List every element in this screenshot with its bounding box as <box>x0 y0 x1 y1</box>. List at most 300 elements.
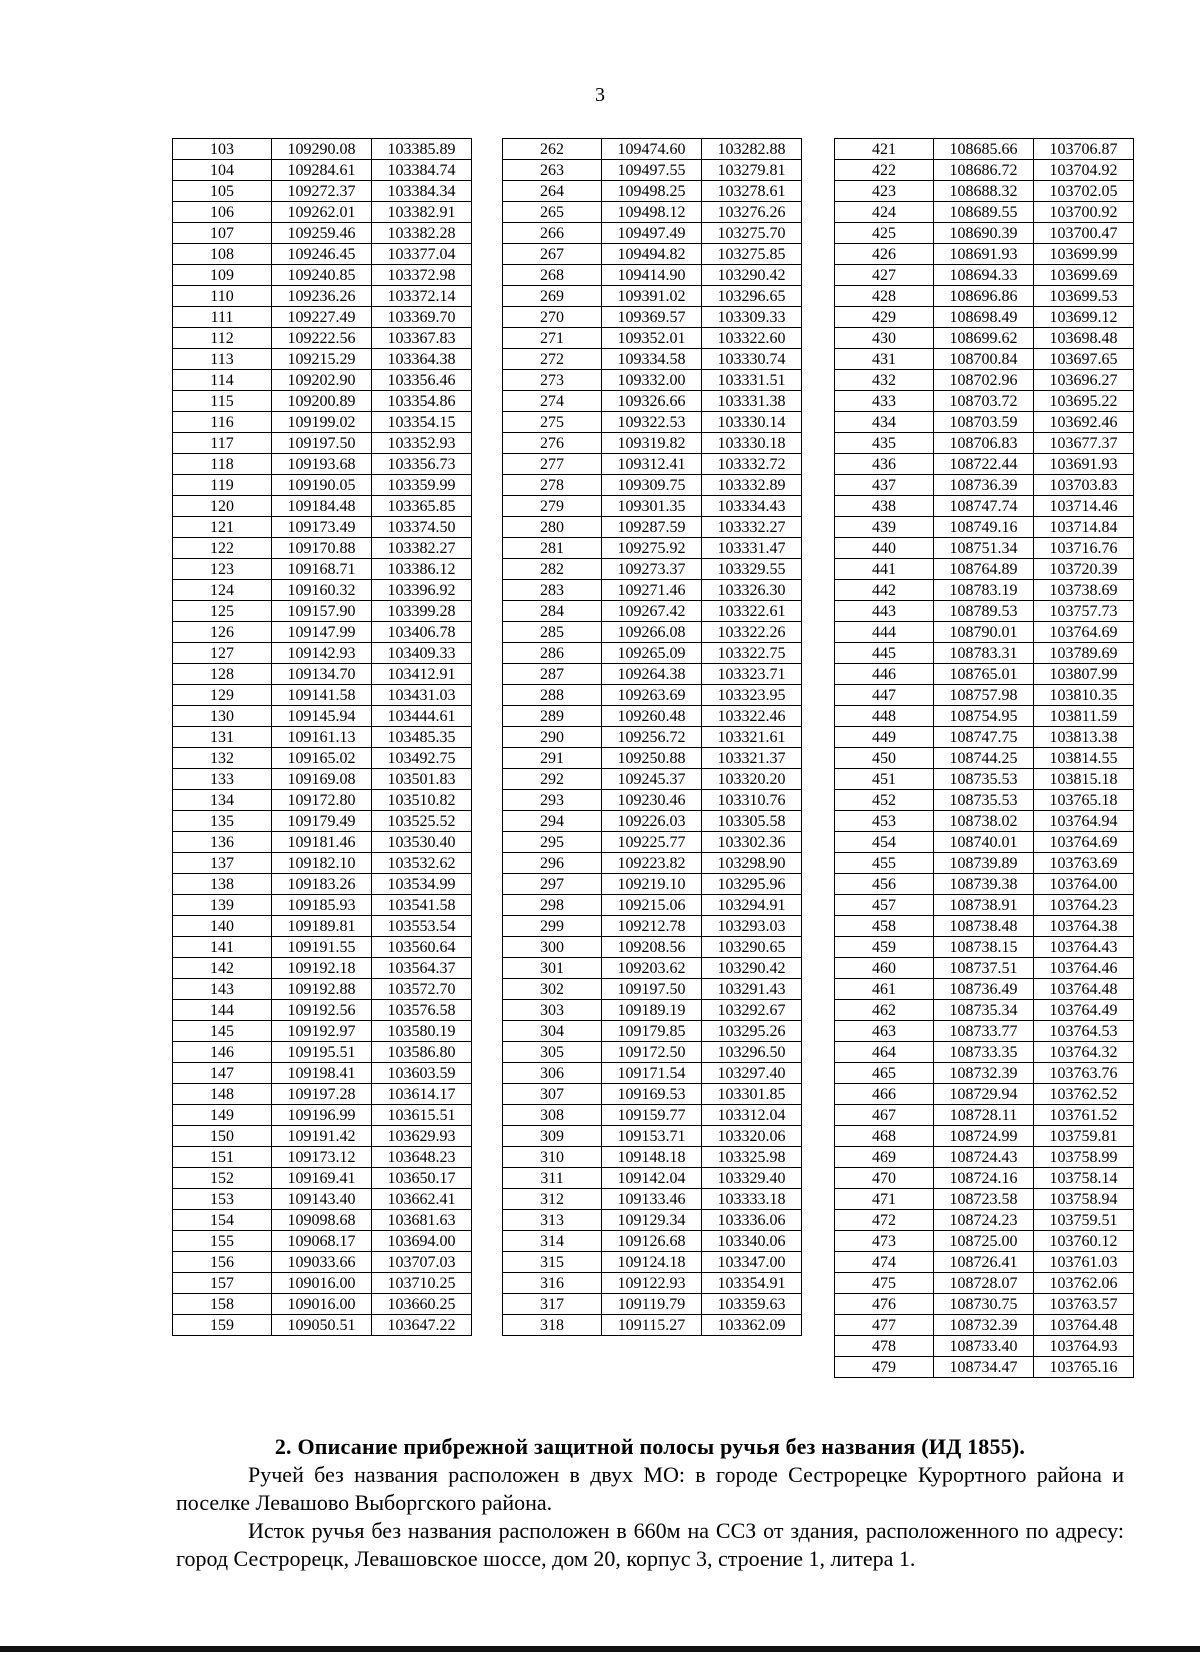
coordinate-y: 103382.28 <box>372 223 472 244</box>
point-number: 152 <box>173 1168 272 1189</box>
table-row <box>173 643 472 664</box>
coordinate-x: 109225.77 <box>602 832 702 853</box>
coordinate-x: 108725.00 <box>934 1231 1034 1252</box>
coordinate-x: 109016.00 <box>272 1294 372 1315</box>
coordinate-y: 103296.50 <box>702 1042 802 1063</box>
point-number: 295 <box>503 832 602 853</box>
coordinate-x: 109497.49 <box>602 223 702 244</box>
point-number: 478 <box>835 1336 934 1357</box>
coordinate-x: 108729.94 <box>934 1084 1034 1105</box>
coordinate-y: 103560.64 <box>372 937 472 958</box>
coordinate-x: 108735.53 <box>934 769 1034 790</box>
coordinate-x: 108749.16 <box>934 517 1034 538</box>
coordinate-y: 103764.00 <box>1034 874 1134 895</box>
coordinate-y: 103810.35 <box>1034 685 1134 706</box>
coordinate-x: 109287.59 <box>602 517 702 538</box>
coordinate-y: 103290.65 <box>702 937 802 958</box>
point-number: 116 <box>173 412 272 433</box>
table-row <box>503 664 802 685</box>
table-row <box>173 1000 472 1021</box>
coordinate-x: 109159.77 <box>602 1105 702 1126</box>
point-number: 433 <box>835 391 934 412</box>
table-row <box>173 1126 472 1147</box>
point-number: 477 <box>835 1315 934 1336</box>
coordinate-x: 109246.45 <box>272 244 372 265</box>
table-row <box>503 601 802 622</box>
point-number: 282 <box>503 559 602 580</box>
coordinate-x: 109169.08 <box>272 769 372 790</box>
coordinate-y: 103813.38 <box>1034 727 1134 748</box>
coordinate-y: 103340.06 <box>702 1231 802 1252</box>
table-row <box>503 1189 802 1210</box>
coordinate-y: 103354.15 <box>372 412 472 433</box>
coordinate-x: 109033.66 <box>272 1252 372 1273</box>
coordinate-x: 109153.71 <box>602 1126 702 1147</box>
table-row <box>173 1210 472 1231</box>
coordinate-y: 103409.33 <box>372 643 472 664</box>
coordinate-y: 103320.06 <box>702 1126 802 1147</box>
point-number: 298 <box>503 895 602 916</box>
coordinate-x: 108700.84 <box>934 349 1034 370</box>
coordinate-y: 103356.73 <box>372 454 472 475</box>
coordinate-x: 109284.61 <box>272 160 372 181</box>
coordinate-x: 109263.69 <box>602 685 702 706</box>
coordinate-y: 103761.52 <box>1034 1105 1134 1126</box>
coordinate-x: 109222.56 <box>272 328 372 349</box>
table-row <box>835 370 1134 391</box>
coordinate-x: 108706.83 <box>934 433 1034 454</box>
coordinate-y: 103332.89 <box>702 475 802 496</box>
coordinate-x: 108783.31 <box>934 643 1034 664</box>
point-number: 467 <box>835 1105 934 1126</box>
coordinate-x: 109190.05 <box>272 475 372 496</box>
table-row <box>173 769 472 790</box>
point-number: 154 <box>173 1210 272 1231</box>
table-row <box>503 895 802 916</box>
coordinate-y: 103698.48 <box>1034 328 1134 349</box>
coordinate-y: 103365.85 <box>372 496 472 517</box>
coordinate-y: 103691.93 <box>1034 454 1134 475</box>
point-number: 124 <box>173 580 272 601</box>
table-row <box>503 1273 802 1294</box>
table-row <box>503 1252 802 1273</box>
table-row <box>503 706 802 727</box>
point-number: 292 <box>503 769 602 790</box>
coordinate-y: 103553.54 <box>372 916 472 937</box>
point-number: 134 <box>173 790 272 811</box>
coordinate-x: 108699.62 <box>934 328 1034 349</box>
table-row <box>173 895 472 916</box>
point-number: 147 <box>173 1063 272 1084</box>
coordinate-x: 109309.75 <box>602 475 702 496</box>
coordinate-y: 103761.03 <box>1034 1252 1134 1273</box>
coordinate-x: 109196.99 <box>272 1105 372 1126</box>
table-row <box>173 1063 472 1084</box>
point-number: 424 <box>835 202 934 223</box>
point-number: 459 <box>835 937 934 958</box>
point-number: 133 <box>173 769 272 790</box>
table-row <box>173 370 472 391</box>
table-row <box>173 601 472 622</box>
table-row <box>503 937 802 958</box>
point-number: 135 <box>173 811 272 832</box>
coordinate-y: 103372.14 <box>372 286 472 307</box>
coordinate-y: 103323.71 <box>702 664 802 685</box>
coordinate-y: 103298.90 <box>702 853 802 874</box>
coordinate-y: 103297.40 <box>702 1063 802 1084</box>
point-number: 465 <box>835 1063 934 1084</box>
coordinate-x: 108691.93 <box>934 244 1034 265</box>
table-row <box>835 811 1134 832</box>
coordinate-y: 103760.12 <box>1034 1231 1134 1252</box>
coordinate-y: 103541.58 <box>372 895 472 916</box>
coordinate-x: 109236.26 <box>272 286 372 307</box>
coordinate-y: 103334.43 <box>702 496 802 517</box>
point-number: 313 <box>503 1210 602 1231</box>
point-number: 150 <box>173 1126 272 1147</box>
table-row <box>503 265 802 286</box>
coordinate-x: 108733.77 <box>934 1021 1034 1042</box>
table-row <box>503 979 802 1000</box>
coordinate-y: 103757.73 <box>1034 601 1134 622</box>
coordinate-x: 109198.41 <box>272 1063 372 1084</box>
coordinate-x: 108739.89 <box>934 853 1034 874</box>
point-number: 281 <box>503 538 602 559</box>
point-number: 262 <box>503 139 602 160</box>
point-number: 274 <box>503 391 602 412</box>
point-number: 155 <box>173 1231 272 1252</box>
table-row <box>503 853 802 874</box>
table-row <box>835 1147 1134 1168</box>
coordinate-x: 109250.88 <box>602 748 702 769</box>
coordinate-y: 103764.48 <box>1034 1315 1134 1336</box>
coordinate-y: 103485.35 <box>372 727 472 748</box>
point-number: 141 <box>173 937 272 958</box>
point-number: 263 <box>503 160 602 181</box>
table-row <box>173 265 472 286</box>
table-row <box>503 559 802 580</box>
point-number: 290 <box>503 727 602 748</box>
table-row <box>503 1021 802 1042</box>
coordinate-y: 103290.42 <box>702 265 802 286</box>
point-number: 308 <box>503 1105 602 1126</box>
coordinate-y: 103347.00 <box>702 1252 802 1273</box>
coordinate-x: 109142.04 <box>602 1168 702 1189</box>
table-row <box>835 664 1134 685</box>
point-number: 450 <box>835 748 934 769</box>
coordinate-x: 109334.58 <box>602 349 702 370</box>
coordinate-y: 103534.99 <box>372 874 472 895</box>
point-number: 119 <box>173 475 272 496</box>
coordinate-y: 103302.36 <box>702 832 802 853</box>
table-row <box>503 748 802 769</box>
coordinate-y: 103789.69 <box>1034 643 1134 664</box>
coordinate-y: 103336.06 <box>702 1210 802 1231</box>
coordinate-x: 108747.75 <box>934 727 1034 748</box>
paragraph-location: Ручей без названия расположен в двух МО: в городе Сестрорецке Курортного района и поселке Левашово Выборгского района. <box>176 1462 1124 1515</box>
coordinate-y: 103294.91 <box>702 895 802 916</box>
coordinate-y: 103292.67 <box>702 1000 802 1021</box>
table-row <box>173 811 472 832</box>
point-number: 317 <box>503 1294 602 1315</box>
table-row <box>835 475 1134 496</box>
coordinate-y: 103647.22 <box>372 1315 472 1336</box>
paragraph-source: Исток ручья без названия расположен в 660м на ССЗ от здания, расположенного по адресу: город Сестрорецк, Левашовское шоссе, дом 20, корпус 3, строение 1, литера 1. <box>176 1518 1124 1571</box>
table-row <box>173 244 472 265</box>
coordinate-y: 103279.81 <box>702 160 802 181</box>
table-row <box>503 307 802 328</box>
table-row <box>835 286 1134 307</box>
coordinate-x: 109273.37 <box>602 559 702 580</box>
coordinate-y: 103510.82 <box>372 790 472 811</box>
coordinate-y: 103396.92 <box>372 580 472 601</box>
table-row <box>835 181 1134 202</box>
point-number: 309 <box>503 1126 602 1147</box>
coordinate-x: 108703.72 <box>934 391 1034 412</box>
coordinate-x: 108737.51 <box>934 958 1034 979</box>
coordinate-y: 103576.58 <box>372 1000 472 1021</box>
coordinate-x: 109133.46 <box>602 1189 702 1210</box>
coordinate-x: 109141.58 <box>272 685 372 706</box>
table-row <box>503 1126 802 1147</box>
point-number: 286 <box>503 643 602 664</box>
point-number: 140 <box>173 916 272 937</box>
point-number: 296 <box>503 853 602 874</box>
point-number: 149 <box>173 1105 272 1126</box>
coordinate-y: 103444.61 <box>372 706 472 727</box>
table-row <box>173 937 472 958</box>
table-row <box>835 202 1134 223</box>
point-number: 111 <box>173 307 272 328</box>
coordinate-y: 103564.37 <box>372 958 472 979</box>
coordinate-y: 103720.39 <box>1034 559 1134 580</box>
table-row <box>173 181 472 202</box>
coordinate-x: 108738.02 <box>934 811 1034 832</box>
point-number: 293 <box>503 790 602 811</box>
coordinate-x: 108735.53 <box>934 790 1034 811</box>
table-row <box>503 349 802 370</box>
table-row <box>835 1084 1134 1105</box>
coordinate-y: 103276.26 <box>702 202 802 223</box>
table-row <box>173 853 472 874</box>
point-number: 118 <box>173 454 272 475</box>
point-number: 106 <box>173 202 272 223</box>
coordinate-x: 108757.98 <box>934 685 1034 706</box>
point-number: 432 <box>835 370 934 391</box>
point-number: 440 <box>835 538 934 559</box>
coordinate-x: 109498.12 <box>602 202 702 223</box>
coordinate-x: 109192.56 <box>272 1000 372 1021</box>
coordinate-x: 108732.39 <box>934 1315 1034 1336</box>
table-row <box>173 559 472 580</box>
point-number: 473 <box>835 1231 934 1252</box>
coordinate-y: 103326.30 <box>702 580 802 601</box>
table-row <box>503 538 802 559</box>
coordinate-x: 108789.53 <box>934 601 1034 622</box>
coordinate-x: 109122.93 <box>602 1273 702 1294</box>
table-row <box>173 349 472 370</box>
coordinate-x: 108764.89 <box>934 559 1034 580</box>
point-number: 128 <box>173 664 272 685</box>
coordinate-y: 103586.80 <box>372 1042 472 1063</box>
table-row <box>835 559 1134 580</box>
coordinate-y: 103278.61 <box>702 181 802 202</box>
coordinate-y: 103364.38 <box>372 349 472 370</box>
coordinate-y: 103501.83 <box>372 769 472 790</box>
coordinate-y: 103815.18 <box>1034 769 1134 790</box>
coordinate-y: 103615.51 <box>372 1105 472 1126</box>
table-row <box>173 538 472 559</box>
table-row <box>503 1105 802 1126</box>
table-row <box>835 916 1134 937</box>
point-number: 279 <box>503 496 602 517</box>
table-row <box>835 895 1134 916</box>
coordinate-x: 108726.41 <box>934 1252 1034 1273</box>
point-number: 145 <box>173 1021 272 1042</box>
table-row <box>503 1147 802 1168</box>
table-row <box>173 391 472 412</box>
coordinate-x: 109262.01 <box>272 202 372 223</box>
point-number: 449 <box>835 727 934 748</box>
coordinate-x: 109189.81 <box>272 916 372 937</box>
coordinate-y: 103765.18 <box>1034 790 1134 811</box>
coordinate-x: 109126.68 <box>602 1231 702 1252</box>
point-number: 434 <box>835 412 934 433</box>
point-number: 114 <box>173 370 272 391</box>
table-row <box>503 181 802 202</box>
point-number: 444 <box>835 622 934 643</box>
coordinate-x: 109240.85 <box>272 265 372 286</box>
point-number: 426 <box>835 244 934 265</box>
point-number: 468 <box>835 1126 934 1147</box>
point-number: 311 <box>503 1168 602 1189</box>
point-number: 158 <box>173 1294 272 1315</box>
table-row <box>835 1273 1134 1294</box>
point-number: 267 <box>503 244 602 265</box>
table-row <box>835 349 1134 370</box>
coordinate-x: 109171.54 <box>602 1063 702 1084</box>
coordinate-x: 108686.72 <box>934 160 1034 181</box>
coordinate-y: 103525.52 <box>372 811 472 832</box>
table-row <box>173 1294 472 1315</box>
coordinate-x: 109256.72 <box>602 727 702 748</box>
table-row <box>835 139 1134 160</box>
point-number: 457 <box>835 895 934 916</box>
coordinate-x: 109208.56 <box>602 937 702 958</box>
coordinate-x: 109191.42 <box>272 1126 372 1147</box>
coordinate-y: 103681.63 <box>372 1210 472 1231</box>
coordinate-x: 109183.26 <box>272 874 372 895</box>
coordinate-x: 109168.71 <box>272 559 372 580</box>
point-number: 423 <box>835 181 934 202</box>
coordinate-x: 109197.28 <box>272 1084 372 1105</box>
table-row <box>173 748 472 769</box>
coordinate-x: 109391.02 <box>602 286 702 307</box>
point-number: 305 <box>503 1042 602 1063</box>
table-row <box>835 1294 1134 1315</box>
coordinate-x: 109169.53 <box>602 1084 702 1105</box>
point-number: 104 <box>173 160 272 181</box>
point-number: 276 <box>503 433 602 454</box>
point-number: 451 <box>835 769 934 790</box>
point-number: 289 <box>503 706 602 727</box>
point-number: 427 <box>835 265 934 286</box>
point-number: 448 <box>835 706 934 727</box>
point-number: 277 <box>503 454 602 475</box>
coordinate-y: 103322.46 <box>702 706 802 727</box>
table-row <box>503 580 802 601</box>
table-row <box>173 622 472 643</box>
table-row <box>835 769 1134 790</box>
coordinate-y: 103662.41 <box>372 1189 472 1210</box>
coordinate-y: 103629.93 <box>372 1126 472 1147</box>
coordinate-y: 103382.27 <box>372 538 472 559</box>
coordinate-x: 108790.01 <box>934 622 1034 643</box>
coordinate-y: 103333.18 <box>702 1189 802 1210</box>
point-number: 269 <box>503 286 602 307</box>
table-row <box>173 412 472 433</box>
table-row <box>503 328 802 349</box>
table-row <box>173 328 472 349</box>
coordinate-x: 109215.06 <box>602 895 702 916</box>
coordinate-x: 109271.46 <box>602 580 702 601</box>
point-number: 300 <box>503 937 602 958</box>
coordinate-x: 109115.27 <box>602 1315 702 1336</box>
table-row <box>835 223 1134 244</box>
coordinate-x: 109192.88 <box>272 979 372 1000</box>
point-number: 125 <box>173 601 272 622</box>
coordinate-y: 103710.25 <box>372 1273 472 1294</box>
coordinate-x: 108724.23 <box>934 1210 1034 1231</box>
table-row <box>503 1315 802 1336</box>
table-row <box>835 685 1134 706</box>
point-number: 435 <box>835 433 934 454</box>
table-row <box>173 916 472 937</box>
coordinate-x: 109264.38 <box>602 664 702 685</box>
point-number: 127 <box>173 643 272 664</box>
coordinate-y: 103700.92 <box>1034 202 1134 223</box>
coordinate-x: 108728.11 <box>934 1105 1034 1126</box>
coordinate-x: 109369.57 <box>602 307 702 328</box>
coordinate-y: 103406.78 <box>372 622 472 643</box>
coordinates-table-1 <box>172 138 472 1336</box>
table-row <box>835 643 1134 664</box>
coordinate-x: 109219.10 <box>602 874 702 895</box>
point-number: 283 <box>503 580 602 601</box>
point-number: 299 <box>503 916 602 937</box>
coordinate-y: 103309.33 <box>702 307 802 328</box>
table-row <box>503 454 802 475</box>
table-row <box>835 454 1134 475</box>
coordinate-x: 108722.44 <box>934 454 1034 475</box>
coordinate-y: 103386.12 <box>372 559 472 580</box>
coordinate-y: 103329.40 <box>702 1168 802 1189</box>
coordinate-x: 109197.50 <box>602 979 702 1000</box>
point-number: 476 <box>835 1294 934 1315</box>
coordinate-y: 103331.51 <box>702 370 802 391</box>
coordinate-x: 109267.42 <box>602 601 702 622</box>
coordinate-y: 103758.99 <box>1034 1147 1134 1168</box>
table-row <box>835 727 1134 748</box>
coordinate-x: 109182.10 <box>272 853 372 874</box>
coordinate-y: 103814.55 <box>1034 748 1134 769</box>
point-number: 470 <box>835 1168 934 1189</box>
coordinate-x: 109050.51 <box>272 1315 372 1336</box>
table-row <box>503 391 802 412</box>
coordinate-x: 109326.66 <box>602 391 702 412</box>
coordinate-y: 103367.83 <box>372 328 472 349</box>
table-row <box>173 454 472 475</box>
